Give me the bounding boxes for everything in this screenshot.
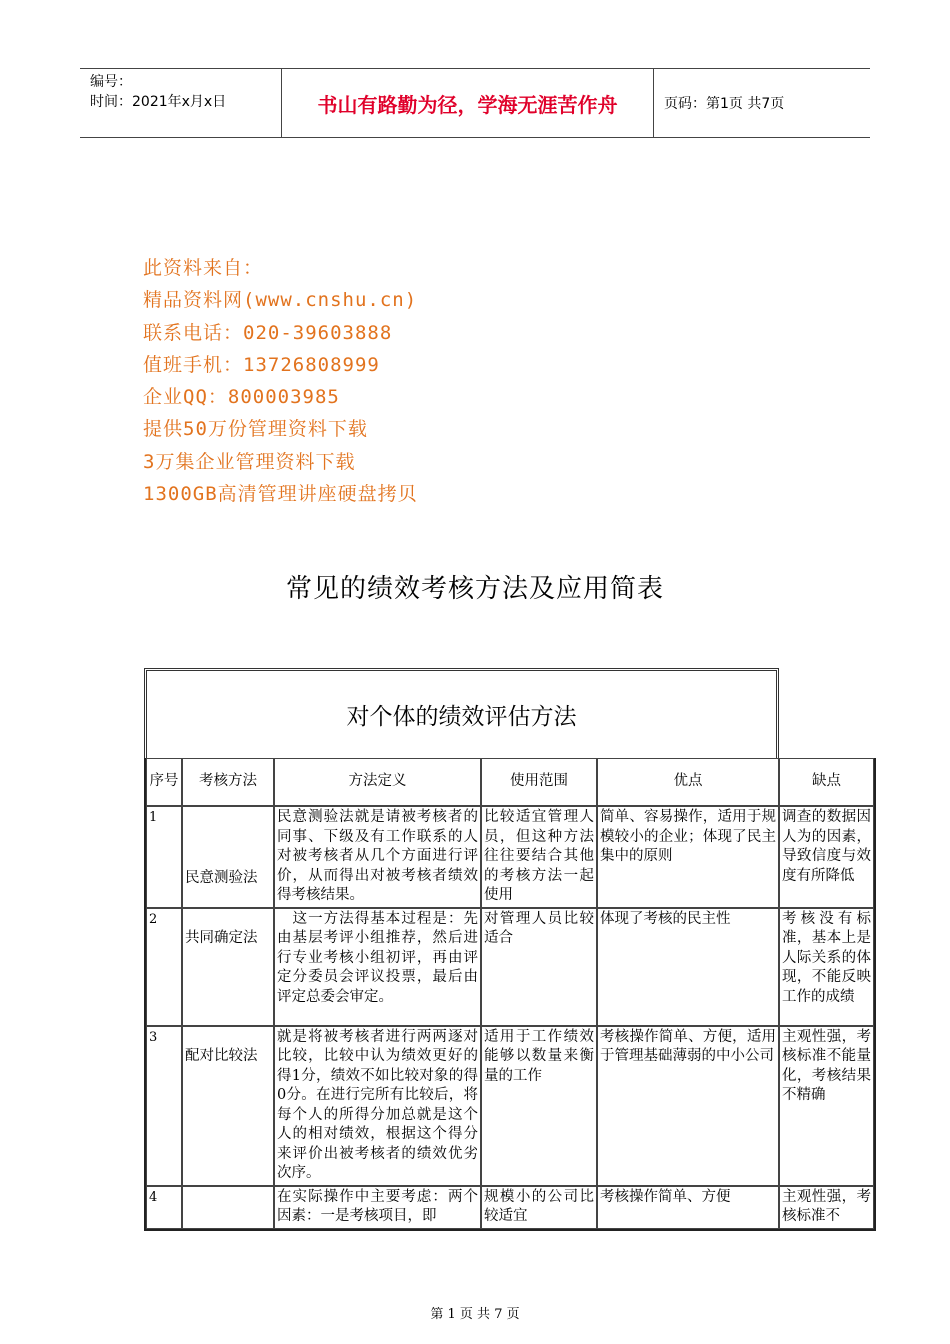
promo-block [143,252,418,510]
row-num: 3 [146,1026,182,1186]
table-header-row [146,758,874,806]
header-page-info: 页码：第1页 共7页 [664,96,785,112]
row-cons: 调查的数据因人为的因素，导致信度与效度有所降低 [779,806,874,908]
row-method: 民意测验法 [182,806,274,908]
document-title: 常见的绩效考核方法及应用简表 [285,574,664,604]
row-scope: 比较适宜管理人员，但这种方法往往要结合其他的考核方法一起使用 [481,806,597,908]
row-definition: 就是将被考核者进行两两逐对比较，比较中认为绩效更好的得1分，绩效不如比较对象的得0分。在进行完所有比较后，将每个人的所得分加总就是这个人的相对绩效，根据这个得分来评价出被考核者的绩效优劣次序。 [274,1026,481,1186]
row-cons: 考核没有标准，基本上是人际关系的体现，不能反映工作的成绩 [779,908,874,1026]
promo-line: 此资料来自： [143,257,264,279]
promo-line: 企业QQ：800003985 [143,386,340,409]
promo-line-website[interactable]: 精品资料网(www.cnshu.cn) [143,289,418,312]
methods-table-wrap [144,668,872,1231]
promo-line: 联系电话：020-39603888 [143,321,393,344]
row-cons: 主观性强，考核标准不能量化，考核结果不精确 [779,1026,874,1186]
row-pros: 考核操作简单、方便 [597,1186,779,1229]
column-header-cons: 缺点 [779,758,874,806]
column-header-pros: 优点 [597,758,779,806]
page-header [80,68,870,138]
row-pros: 考核操作简单、方便，适用于管理基础薄弱的中小公司 [597,1026,779,1186]
header-time-label: 时间：2021年x月x日 [90,94,227,110]
promo-line: 3万集企业管理资料下载 [143,450,356,473]
methods-table [144,758,876,1231]
promo-line: 值班手机：13726808999 [143,353,380,376]
column-header-num: 序号 [146,758,182,806]
row-scope: 适用于工作绩效能够以数量来衡量的工作 [481,1026,597,1186]
header-motto: 书山有路勤为径，学海无涯苦作舟 [282,69,654,137]
table-row [146,1186,874,1229]
row-definition: 这一方法得基本过程是：先由基层考评小组推荐，然后进行专业考核小组初评，再由评定分委员会评议投票，最后由评定总委会审定。 [274,908,481,1026]
row-num: 1 [146,806,182,908]
row-pros: 简单、容易操作，适用于规模较小的企业；体现了民主集中的原则 [597,806,779,908]
row-method: 共同确定法 [182,908,274,1026]
table-row [146,908,874,1026]
row-method [182,1186,274,1229]
row-definition: 在实际操作中主要考虑：两个因素：一是考核项目，即 [274,1186,481,1229]
row-definition: 民意测验法就是请被考核者的同事、下级及有工作联系的人对被考核者从几个方面进行评价，从而得出对被考核者绩效得考核结果。 [274,806,481,908]
table-section-title: 对个体的绩效评估方法 [144,668,779,758]
row-method: 配对比较法 [182,1026,274,1186]
row-cons: 主观性强，考核标准不 [779,1186,874,1229]
column-header-definition: 方法定义 [274,758,481,806]
promo-line: 1300GB高清管理讲座硬盘拷贝 [143,483,418,506]
row-scope: 对管理人员比较适合 [481,908,597,1026]
header-meta [80,69,282,137]
row-pros: 体现了考核的民主性 [597,908,779,1026]
promo-line: 提供50万份管理资料下载 [143,418,368,441]
row-num: 2 [146,908,182,1026]
page-footer: 第 1 页 共 7 页 [430,1307,520,1322]
column-header-method: 考核方法 [182,758,274,806]
header-number-label: 编号： [90,74,132,90]
column-header-scope: 使用范围 [481,758,597,806]
table-row [146,1026,874,1186]
table-row [146,806,874,908]
row-scope: 规模小的公司比较适宜 [481,1186,597,1229]
row-num: 4 [146,1186,182,1229]
